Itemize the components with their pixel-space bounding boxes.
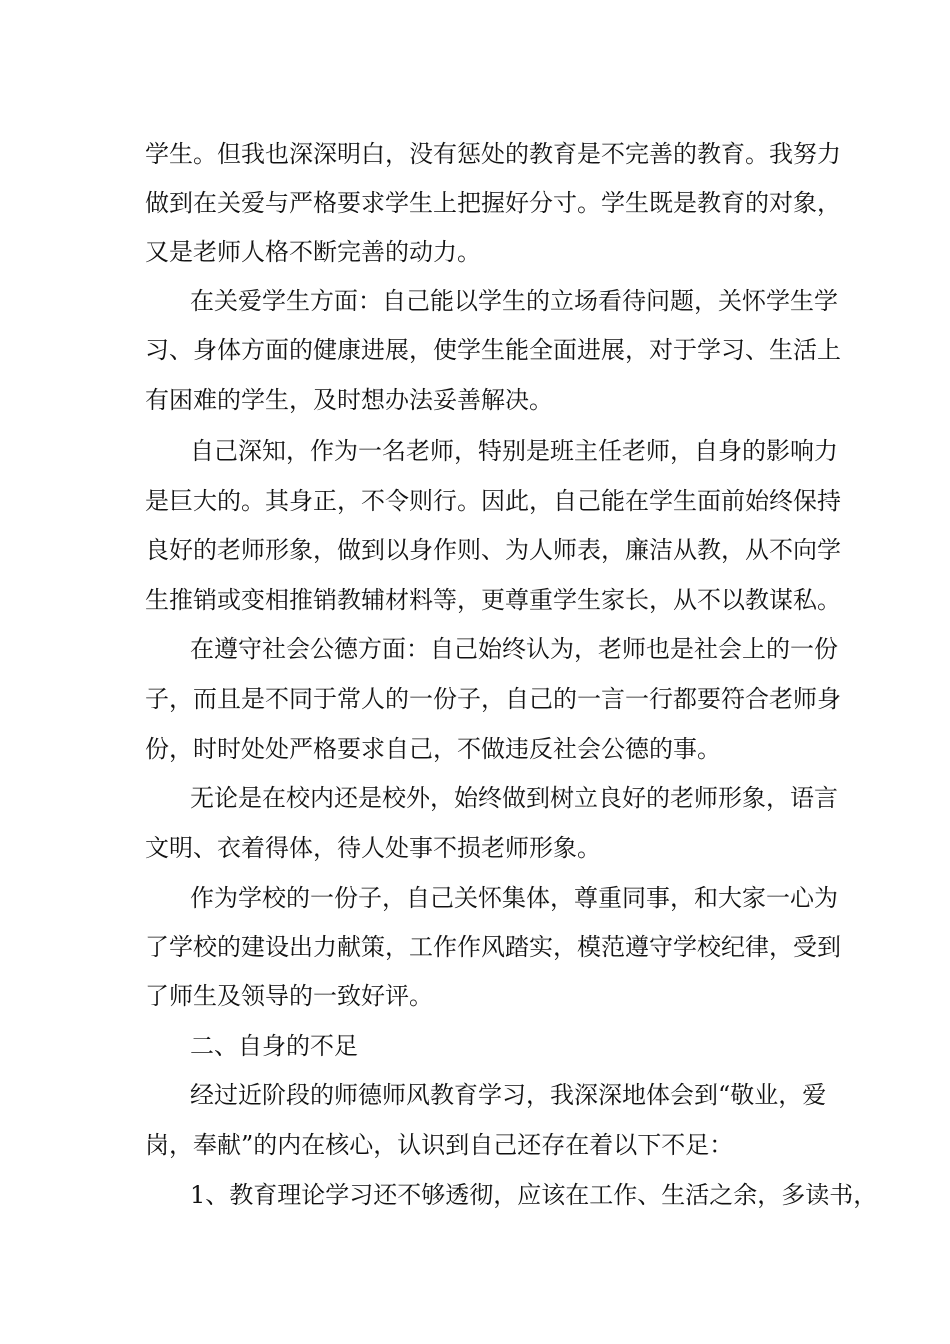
text-line: 又是老师人格不断完善的动力。 (145, 238, 481, 266)
text-line: 有困难的学生，及时想办法妥善解决。 (145, 386, 553, 414)
text-line: 子，而且是不同于常人的一份子，自己的一言一行都要符合老师身 (145, 685, 841, 713)
text-line: 学生。但我也深深明白，没有惩处的教育是不完善的教育。我努力 (145, 140, 841, 168)
paragraph-first-line: 自己深知，作为一名老师，特别是班主任老师，自身的影响力 (190, 437, 838, 465)
text-line: 习、身体方面的健康进展，使学生能全面进展，对于学习、生活上 (145, 336, 841, 364)
text-line: 了学校的建设出力献策，工作作风踏实，模范遵守学校纪律，受到 (145, 933, 841, 961)
paragraph-first-line: 作为学校的一份子，自己关怀集体，尊重同事，和大家一心为 (190, 884, 838, 912)
paragraph-first-line: 在遵守社会公德方面：自己始终认为，老师也是社会上的一份 (190, 635, 838, 663)
text-line: 份，时时处处严格要求自己，不做违反社会公德的事。 (145, 735, 721, 763)
text-line: 良好的老师形象，做到以身作则、为人师表，廉洁从教，从不向学 (145, 536, 841, 564)
text-line: 是巨大的。其身正，不令则行。因此，自己能在学生面前始终保持 (145, 487, 841, 515)
text-line: 文明、衣着得体，待人处事不损老师形象。 (145, 834, 601, 862)
text-line: 生推销或变相推销教辅材料等，更尊重学生家长，从不以教谋私。 (145, 586, 841, 614)
text-line: 做到在关爱与严格要求学生上把握好分寸。学生既是教育的对象， (145, 189, 841, 217)
section-heading: 二、自身的不足 (190, 1032, 358, 1060)
paragraph-first-line: 在关爱学生方面：自己能以学生的立场看待问题，关怀学生学 (190, 287, 838, 315)
list-item-first-line: 1、教育理论学习还不够透彻，应该在工作、生活之余，多读书， (190, 1181, 878, 1209)
text-line: 了师生及领导的一致好评。 (145, 982, 433, 1010)
paragraph-first-line: 经过近阶段的师德师风教育学习，我深深地体会到“敬业，爱 (190, 1081, 827, 1109)
paragraph-first-line: 无论是在校内还是校外，始终做到树立良好的老师形象，语言 (190, 784, 838, 812)
text-line: 岗，奉献”的内在核心，认识到自己还存在着以下不足： (145, 1131, 734, 1159)
